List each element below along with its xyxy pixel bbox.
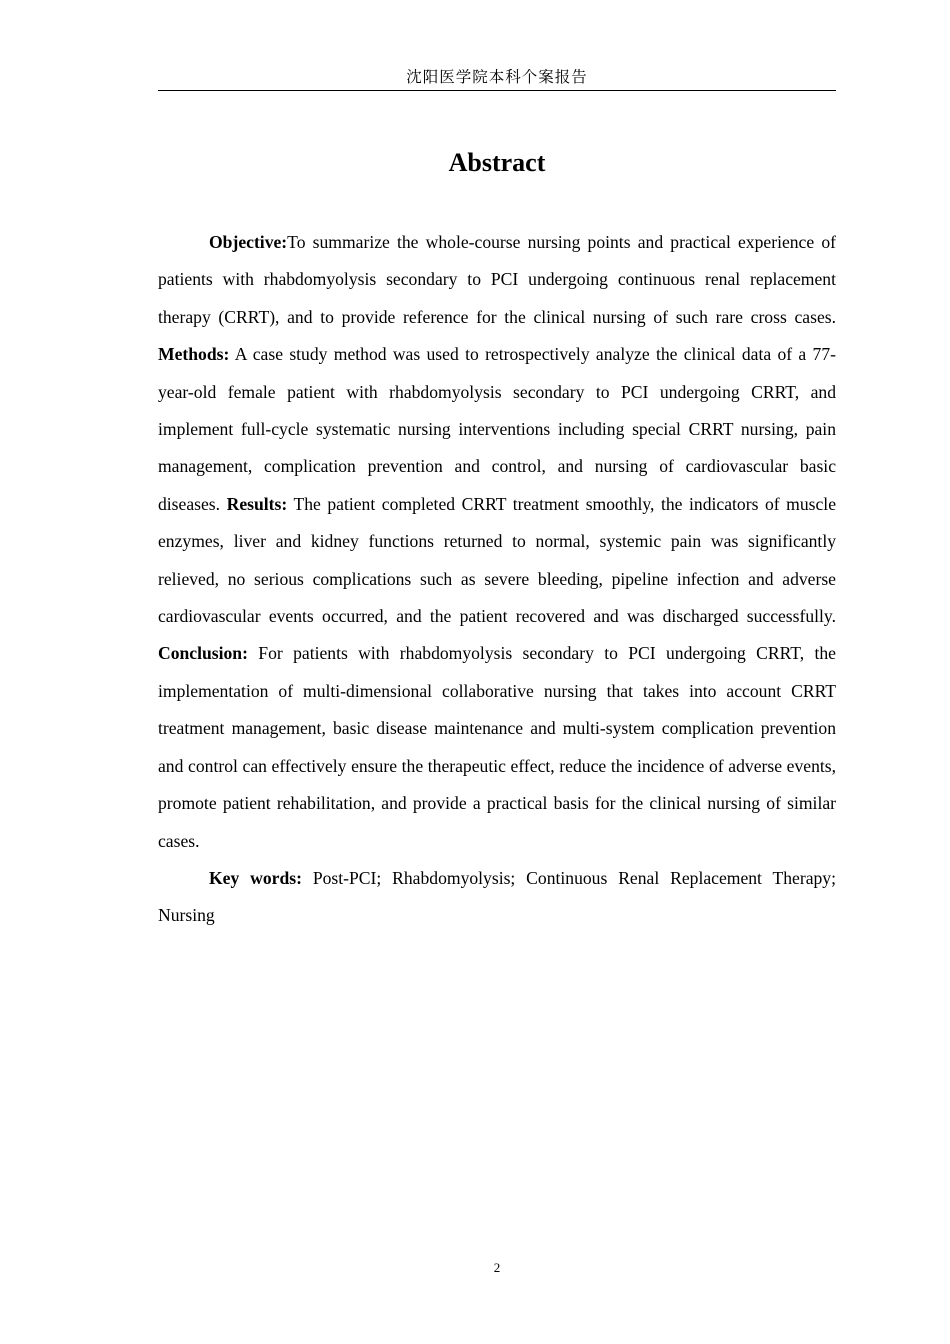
methods-label: Methods:: [158, 344, 230, 365]
keywords-paragraph: [158, 860, 836, 935]
results-label: Results:: [226, 493, 288, 514]
objective-label: Objective:: [209, 232, 288, 252]
conclusion-label: Conclusion:: [158, 643, 248, 664]
methods-text: A case study method was used to retrospectively analyze the clinical data of a 77-year-old female patient with rhabdomyolysis secondary to PCI undergoing CRRT, and implement full-cycle systematic nursing interventions including special CRRT nursing, pain management, complication prevention and control, and nursing of cardiovascular basic diseases.: [158, 344, 836, 514]
abstract-body: [158, 224, 836, 935]
abstract-paragraph: [158, 224, 836, 860]
keywords-text: Post-PCI; Rhabdomyolysis; Continuous Renal Replacement Therapy; Nursing: [158, 867, 836, 926]
objective-text: To summarize the whole-course nursing points and practical experience of patients with rhabdomyolysis secondary to PCI undergoing continuous renal replacement therapy (CRRT), and to provide reference for the clinical nursing of such rare cross cases.: [158, 232, 836, 327]
page-title: Abstract: [448, 148, 546, 177]
page-number: 2: [493, 1260, 501, 1275]
conclusion-text: For patients with rhabdomyolysis secondary to PCI undergoing CRRT, the implementation of multi-dimensional collaborative nursing that takes into account CRRT treatment management, basic disease maintenance and multi-system complication prevention and control can effectively ensure the therapeutic effect, reduce the incidence of adverse events, promote patient rehabilitation, and provide a practical basis for the clinical nursing of similar cases.: [158, 643, 836, 851]
running-header: 沈阳医学院本科个案报告: [158, 64, 836, 91]
keywords-label: Key words:: [209, 867, 302, 888]
results-text: The patient completed CRRT treatment smoothly, the indicators of muscle enzymes, liver and kidney functions returned to normal, systemic pain was significantly relieved, no serious complications such as severe bleeding, pipeline infection and adverse cardiovascular events occurred, and the patient recovered and was discharged successfully.: [158, 493, 837, 627]
